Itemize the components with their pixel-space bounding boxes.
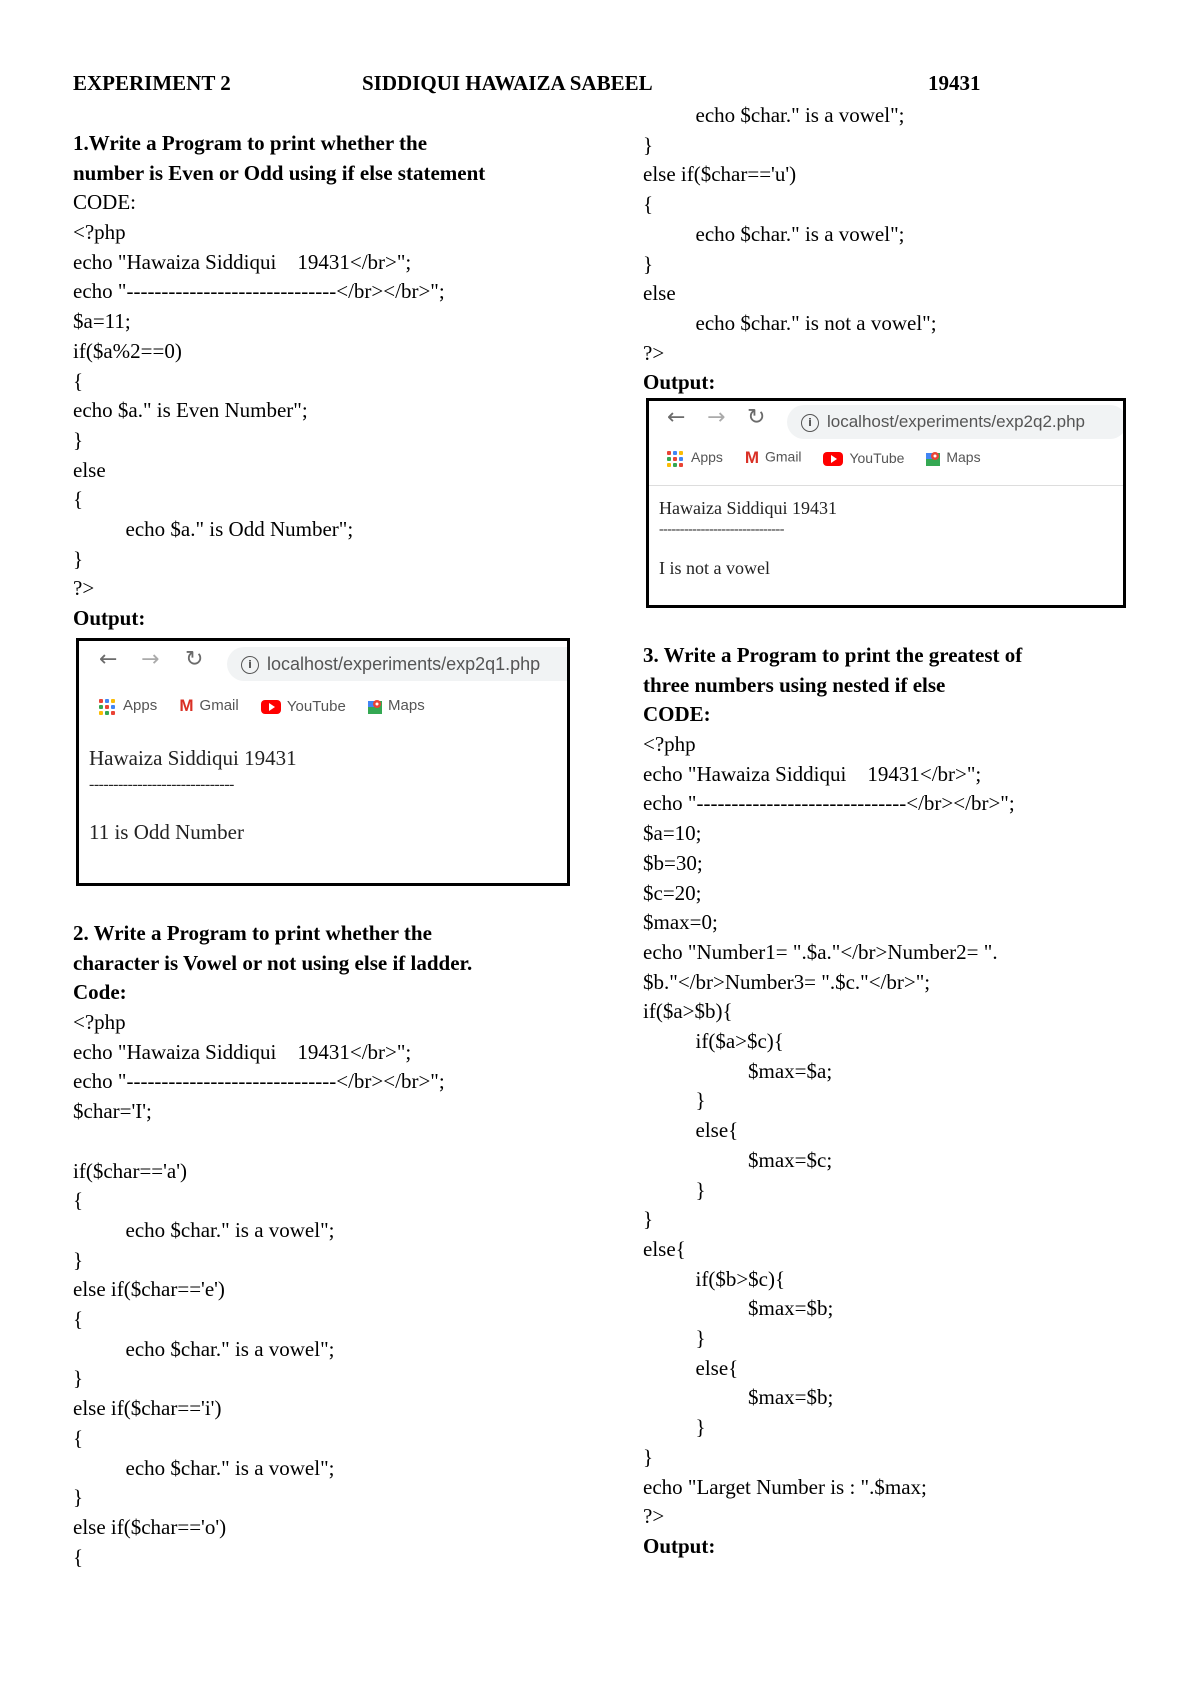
code-line: } [643, 1415, 706, 1440]
bookmark-apps[interactable] [667, 449, 723, 466]
info-icon[interactable]: i [241, 656, 259, 674]
page-line-result: 11 is Odd Number [89, 820, 244, 844]
page-line-result: I is not a vowel [659, 558, 770, 578]
bookmark-label: Apps [691, 449, 723, 466]
code-line: echo $char." is not a vowel"; [643, 310, 937, 335]
code-line: } [73, 1247, 84, 1272]
code-line: } [73, 427, 84, 452]
code-line: $max=$a; [643, 1058, 833, 1083]
code-line: $max=0; [643, 910, 718, 935]
code-line: echo "------------------------------</br></br>"; [643, 791, 1015, 816]
code-line: { [73, 1544, 84, 1569]
code-line: <?php [643, 732, 696, 757]
bookmark-label: YouTube [849, 449, 905, 466]
question-title-line: character is Vowel or not using else if ladder. [73, 950, 473, 975]
q1-browser-window [76, 638, 570, 886]
q1-url: localhost/experiments/exp2q1.php [267, 654, 541, 674]
q2-page-content [659, 497, 1123, 579]
code-line: { [643, 192, 654, 217]
question-title-line: 1.Write a Program to print whether the [73, 131, 428, 155]
code-line: } [73, 1485, 84, 1510]
code-line: $char='I'; [73, 1099, 152, 1124]
q2-bookmarks-bar [667, 448, 1123, 478]
code-line: ?> [643, 340, 665, 365]
bookmark-label: Maps [946, 449, 981, 466]
code-line: if($a>$b){ [643, 999, 733, 1024]
bookmark-maps[interactable] [926, 449, 980, 466]
output-label: Output: [73, 606, 146, 631]
code-line: { [73, 1307, 84, 1332]
code-line: { [73, 368, 84, 393]
code-line: } [643, 1177, 706, 1202]
bookmark-apps[interactable] [99, 697, 157, 714]
code-line: <?php [73, 1010, 126, 1035]
code-label: CODE: [643, 702, 711, 727]
page-line-separator: ------------------------------ [659, 522, 784, 537]
code-line: echo $char." is a vowel"; [73, 1455, 335, 1480]
student-name: SIDDIQUI HAWAIZA SABEEL [362, 71, 653, 95]
code-line: } [643, 1444, 654, 1469]
code-line: } [643, 1207, 654, 1232]
apps-icon [667, 451, 683, 467]
code-line: } [643, 1088, 706, 1113]
code-line: { [73, 1425, 84, 1450]
bookmark-label: YouTube [286, 697, 346, 715]
code-line: <?php [73, 220, 126, 245]
code-line: else{ [643, 1118, 739, 1143]
code-line: if($b>$c){ [643, 1266, 786, 1291]
code-line: echo "Hawaiza Siddiqui 19431</br>"; [73, 249, 412, 274]
page-line-name: Hawaiza Siddiqui 19431 [89, 746, 297, 770]
youtube-icon [261, 700, 281, 714]
code-line: else [643, 281, 676, 306]
code-line: echo $char." is a vowel"; [73, 1217, 335, 1242]
code-line: echo $char." is a vowel"; [643, 221, 905, 246]
bookmark-label: Apps [123, 697, 158, 715]
reload-icon[interactable]: ↻ [185, 647, 204, 672]
gmail-icon: M [744, 448, 759, 467]
bookmark-label: Gmail [764, 448, 802, 465]
page-line-separator: ------------------------------ [89, 776, 234, 793]
q1-toolbar [79, 641, 567, 683]
code-line: } [643, 132, 654, 157]
q1-page-content [89, 745, 567, 845]
reload-icon[interactable]: ↻ [747, 405, 766, 430]
forward-icon[interactable]: → [707, 405, 726, 430]
code-line: echo "Number1= ".$a."</br>Number2= ". [643, 939, 998, 964]
code-line: else [73, 457, 106, 482]
question-title-line: number is Even or Odd using if else statement [73, 160, 486, 185]
bookmark-gmail[interactable] [745, 448, 802, 468]
code-line: echo "------------------------------</br></br>"; [73, 279, 445, 304]
info-icon[interactable]: i [801, 414, 819, 432]
output-label: Output: [643, 1533, 716, 1558]
code-line: } [643, 1326, 706, 1351]
code-line: else{ [643, 1236, 686, 1261]
back-icon[interactable]: ← [99, 647, 118, 672]
code-line: if($a%2==0) [73, 338, 182, 363]
code-line: $b."</br>Number3= ".$c."</br>"; [643, 969, 931, 994]
code-line: $a=11; [73, 309, 131, 334]
apps-icon [99, 699, 115, 715]
code-label: CODE: [73, 190, 136, 215]
code-line: ?> [643, 1504, 665, 1529]
code-line: echo "Hawaiza Siddiqui 19431</br>"; [643, 761, 982, 786]
code-line: else{ [643, 1355, 739, 1380]
code-line: { [73, 487, 84, 512]
code-line: $max=$b; [643, 1385, 834, 1410]
bookmark-youtube[interactable] [823, 450, 904, 466]
code-line: echo "Larget Number is : ".$max; [643, 1474, 927, 1499]
roll-number: 19431 [928, 71, 981, 95]
code-line: echo "Hawaiza Siddiqui 19431</br>"; [73, 1039, 412, 1064]
code-line: $a=10; [643, 821, 702, 846]
code-line: $c=20; [643, 880, 702, 905]
code-line: echo $a." is Odd Number"; [73, 517, 354, 542]
code-label: Code: [73, 980, 127, 1005]
code-line: else if($char=='i') [73, 1396, 222, 1421]
bookmark-label: Maps [388, 697, 425, 715]
question-title-line: 3. Write a Program to print the greatest of [643, 643, 1023, 667]
q2-browser-window [646, 398, 1126, 608]
code-line: } [73, 1366, 84, 1391]
code-line: else if($char=='o') [73, 1514, 227, 1539]
bookmark-gmail[interactable] [179, 696, 238, 716]
code-line: if($a>$c){ [643, 1029, 784, 1054]
code-line: } [643, 251, 654, 276]
code-line: { [73, 1188, 84, 1213]
code-line: $max=$c; [643, 1147, 833, 1172]
code-line: if($char=='a') [73, 1158, 188, 1183]
toolbar-divider [649, 485, 1123, 486]
question-title-line: 2. Write a Program to print whether the [73, 921, 432, 945]
page-line-name: Hawaiza Siddiqui 19431 [659, 498, 837, 518]
output-label: Output: [643, 370, 716, 395]
code-line: echo "------------------------------</br></br>"; [73, 1069, 445, 1094]
forward-icon[interactable]: → [141, 647, 160, 672]
q2-address-bar[interactable] [787, 405, 1126, 439]
back-icon[interactable]: ← [667, 405, 686, 430]
code-line: $max=$b; [643, 1296, 834, 1321]
bookmark-label: Gmail [199, 696, 239, 714]
code-line: $b=30; [643, 850, 703, 875]
code-line: echo $a." is Even Number"; [73, 398, 308, 423]
maps-icon [368, 699, 382, 715]
q1-bookmarks-bar [99, 696, 567, 726]
experiment-title: EXPERIMENT 2 [73, 71, 231, 95]
bookmark-maps[interactable] [368, 697, 425, 714]
code-line: ?> [73, 576, 95, 601]
q2-url: localhost/experiments/exp2q2.php [827, 412, 1085, 431]
q1-address-bar[interactable] [227, 647, 570, 681]
question-title-line: three numbers using nested if else [643, 672, 946, 697]
code-line: else if($char=='e') [73, 1277, 225, 1302]
code-line: } [73, 546, 84, 571]
code-line: echo $char." is a vowel"; [73, 1336, 335, 1361]
code-line: else if($char=='u') [643, 162, 797, 187]
gmail-icon: M [179, 696, 194, 715]
q2-toolbar [649, 401, 1123, 443]
bookmark-youtube[interactable] [261, 698, 346, 715]
code-line: echo $char." is a vowel"; [643, 103, 905, 127]
maps-icon [926, 451, 940, 467]
youtube-icon [823, 452, 843, 466]
